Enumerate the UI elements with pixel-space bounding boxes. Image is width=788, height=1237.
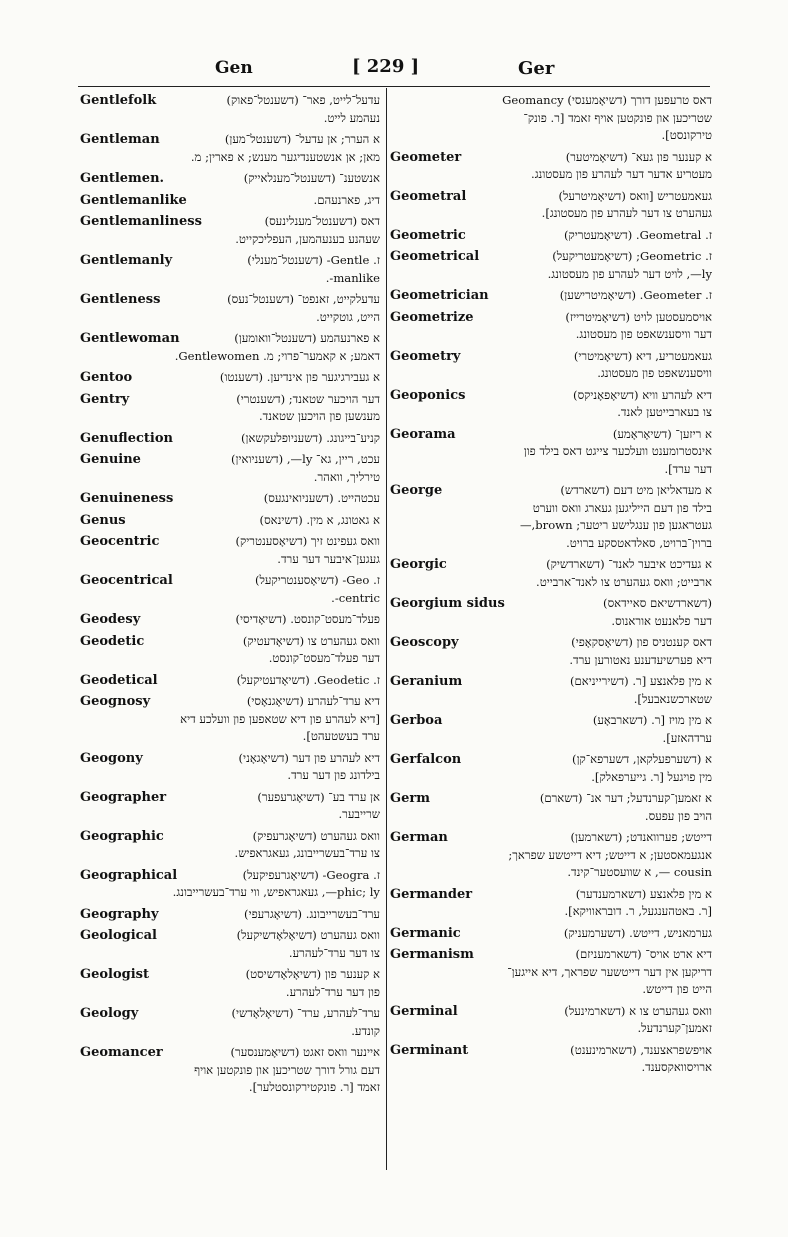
dictionary-entry (80, 1044, 380, 1097)
entry-continuation: [דיא לעהרע פון דיא שטאפען פון וועלכע דיא (180, 711, 380, 726)
dictionary-entry (390, 348, 712, 383)
entry-first-line (80, 330, 380, 348)
dictionary-entry (390, 829, 712, 882)
dictionary-entry (80, 867, 380, 902)
dictionary-entry (80, 750, 380, 785)
entry-headword: Gentry (80, 391, 130, 407)
entry-first-line (390, 634, 712, 652)
entry-definition: וואס געהערט צו (דשיאָדעטיק) (242, 633, 380, 648)
entry-headword: Geographic (80, 828, 164, 844)
entry-headword: Geomancer (80, 1045, 163, 1060)
entry-continuation: וויסענשאפט פון מעסטונג. (597, 366, 712, 380)
entry-definition: דיא ארט אויס־ (דשארמעניזם) (575, 947, 712, 961)
entry-headword: Geognosy (80, 694, 151, 709)
dictionary-entry (390, 886, 712, 921)
entry-continuation: [ר. באטהענגעל, ר. דובראוויקא]. (564, 904, 712, 918)
entry-definition: דער הויכער שטאנד; (דשענטרי) (236, 391, 380, 406)
dictionary-entry (80, 572, 380, 607)
entry-continuation: אנגעמאסטען; א דייטש; דיא דייטשע שפראך; (508, 847, 712, 862)
entry-definition: עכטהייט. (דשעניואינגעס) (263, 491, 380, 505)
entry-headword: Geodetic (80, 633, 145, 649)
entry-headword: Germanic (390, 925, 461, 941)
entry-definition: (דשארדשיאם סאיידאס) (603, 596, 712, 610)
dictionary-entry (390, 188, 712, 223)
entry-first-line (80, 213, 380, 231)
entry-first-line (80, 391, 380, 409)
entry-continuation: צו דער ערד־לעהרע. (288, 945, 380, 960)
entry-headword: Geodesy (80, 612, 141, 627)
entry-headword: Geometrical (390, 249, 480, 264)
entry-first-line (390, 712, 712, 730)
entry-definition: א מין פלאנצע (דשארמענדער) (575, 886, 712, 901)
right-column (390, 92, 712, 1081)
entry-continuation: געהערט צו דער לעהרע פון מעסטונג]. (541, 206, 712, 220)
entry-first-line (390, 595, 712, 613)
entry-definition: ז. Geometer. (דשיאָמיטרישען) (559, 288, 712, 302)
entry-continuation: פון דער ערד־לעהרע. (285, 984, 380, 999)
entry-continuation: ערדהאזע]. (662, 730, 712, 745)
entry-first-line (80, 789, 380, 807)
entry-definition: ז. Geogra- (דשיאָגרעפיקעל) (242, 867, 380, 882)
entry-continuation: געטראגען פון ענגלישע ריטער; brown,— (519, 518, 712, 532)
entry-first-line (80, 533, 380, 551)
entry-continuation: הויב פון עפעס. (644, 808, 712, 823)
entry-first-line (80, 192, 380, 210)
entry-continuation: דער פלאנעט אוראנוס. (611, 613, 712, 628)
column-divider (386, 88, 387, 1170)
entry-headword: Geometrize (390, 309, 474, 325)
entry-definition: א געדיכט איבער לאנד־ (דשארדשיק) (546, 557, 712, 571)
page-number: [ 229 ] (352, 56, 420, 77)
entry-headword: Gentlemen. (80, 171, 165, 186)
entry-definition: וואס געפינט זיך (דשיאָסענטריק) (235, 534, 380, 548)
entry-definition: א מין מויז [ר. (דשארבאָע) (592, 713, 712, 727)
entry-first-line (80, 927, 380, 945)
entry-headword: Georama (390, 426, 456, 442)
entry-continuation: שרייבער. (338, 807, 380, 821)
entry-first-line (390, 1003, 712, 1021)
entry-first-line (80, 867, 380, 885)
dictionary-entry (80, 330, 380, 365)
entry-first-line (80, 490, 380, 508)
dictionary-entry (390, 287, 712, 305)
entry-first-line (390, 188, 712, 206)
dictionary-entry (80, 927, 380, 962)
entry-headword: Geocentric (80, 534, 160, 549)
entry-first-line (390, 348, 712, 366)
entry-continuation: דער וויסענשאפט פון מעסטונג. (575, 327, 712, 341)
entry-definition: א געבירגיגער פון אינדיען. (דשענטו) (219, 370, 380, 384)
entry-definition: דיג, פארנעהם. (313, 192, 380, 207)
dictionary-entry (80, 369, 380, 387)
entry-first-line (390, 287, 712, 305)
entry-first-line (390, 925, 712, 943)
dictionary-entry (80, 512, 380, 530)
dictionary-entry (390, 790, 712, 825)
entry-definition: אן ערד בע־ (דשיאָגרעפער) (257, 789, 380, 804)
entry-continuation: הייט פון דייטש. (642, 982, 712, 996)
entry-headword: Gentlemanly (80, 253, 173, 268)
entry-headword: Geological (80, 928, 157, 943)
entry-headword: Georgic (390, 557, 447, 572)
entry-continuation: דריקען אין דער דייטשער שפראך, דיא אייגען־ (507, 964, 712, 979)
entry-first-line (80, 369, 380, 387)
entry-first-line (390, 227, 712, 245)
dictionary-entry (390, 482, 712, 552)
entry-definition: וואס געהערט צו א (דשארמינעל) (564, 1003, 712, 1018)
entry-first-line (390, 482, 712, 500)
entry-headword: Gentlemanlike (80, 192, 187, 208)
dictionary-entry (80, 966, 380, 1001)
entry-headword: Geometral (390, 188, 467, 204)
entry-first-line (80, 611, 380, 629)
entry-headword: German (390, 830, 448, 845)
entry-headword: Germinal (390, 1003, 458, 1019)
entry-continuation: זאמען־קערנדעל. (637, 1021, 712, 1035)
entry-continuation: ly—, לויט דער לעהרע פון מעסטונג. (547, 266, 712, 281)
entry-continuation: ארבייט; וואס געהערט צו לאנד־ארבייט. (536, 574, 712, 589)
entry-definition: דיא לעהרע וויא (דשיאָפאָניקס) (573, 387, 712, 402)
entry-first-line (80, 252, 380, 270)
entry-first-line (390, 886, 712, 904)
entry-definition: וואס געהערט (דשיאָלאָדשיקעל) (236, 928, 380, 942)
entry-headword: Gentoo (80, 370, 133, 385)
dictionary-entry (390, 946, 712, 999)
dictionary-entry (80, 789, 380, 824)
entry-first-line (80, 672, 380, 690)
entry-continuation: נעהמע לייט. (323, 110, 380, 125)
dictionary-entry (390, 1042, 712, 1077)
entry-first-line (80, 170, 380, 188)
entry-first-line (80, 1044, 380, 1062)
entry-continuation: centric-. (331, 590, 380, 605)
entry-continuation: דיא פערשיעדענע נאטורען ערד. (569, 652, 712, 667)
entry-definition: פעלד־מעסט־קונסט. (דשיאָדיסי) (235, 612, 380, 626)
entry-first-line (80, 92, 380, 110)
entry-definition: עדעלקייט, זאנפט־ (דשענטל־נעס) (227, 292, 380, 306)
entry-definition: וואס געהערט (דשיאָגרעפיק) (252, 828, 380, 843)
entry-first-line (80, 512, 380, 530)
entry-headword: Geogony (80, 750, 143, 766)
entry-headword: Geographer (80, 789, 167, 805)
entry-continuation: צו בעארבייטען לאנד. (617, 405, 712, 419)
entry-continuation: ערד בעשטעהט]. (302, 729, 380, 743)
dictionary-entry (80, 451, 380, 486)
header-rule (78, 86, 710, 87)
entry-continuation: הייט, גוטקייט. (316, 309, 380, 324)
entry-first-line (390, 946, 712, 964)
entry-first-line (390, 387, 712, 405)
entry-continuation: ברוין־ברויט, סאלדאטסקע ברויט. (566, 535, 712, 550)
entry-definition: ז. Geodetic. (דשיאָדעטיקעל) (236, 672, 380, 687)
entry-first-line (390, 751, 712, 769)
entry-first-line (80, 693, 380, 711)
dictionary-entry (80, 213, 380, 248)
entry-continuation: דער ערד]. (664, 461, 712, 476)
dictionary-entry (80, 533, 380, 568)
entry-definition: עדעל־לייט, פאר־ (דשענטל־פאוק) (226, 93, 380, 107)
dictionary-entry (80, 1005, 380, 1040)
entry-headword: Gentlemanliness (80, 214, 202, 229)
entry-continuation: געגען־איבער דער ערד. (277, 551, 380, 566)
entry-definition: אויפשפראצענד, (דשארמינענט) (570, 1042, 712, 1057)
entry-first-line (80, 291, 380, 309)
entry-definition: א זאמען־קערנדעל; דער אנ־ (דשארם) (539, 791, 712, 805)
entry-headword: Geocentrical (80, 573, 173, 588)
dictionary-entry (80, 92, 380, 127)
entry-definition: דייטש; פערוואנדט; (דשארמען) (570, 830, 712, 844)
entry-headword: Gentleman (80, 132, 160, 147)
entry-continuation: שטריכען און פונקטען אויף זאמד [ר. פונק־ (523, 110, 712, 125)
entry-first-line (390, 790, 712, 808)
entry-definition: א מעדאליאן מיט דעם (דשארדש) (560, 483, 712, 497)
entry-continuation: בילדונג פון דער ערד. (287, 768, 380, 782)
dictionary-entry (390, 712, 712, 747)
entry-definition: א ריזען־ (דשיאָראָמע) (612, 426, 712, 441)
entry-headword: Geographical (80, 867, 178, 883)
dictionary-entry (80, 391, 380, 426)
entry-definition: אנשטענ־ (דשענטל־מענלאייק) (243, 171, 380, 185)
dictionary-entry (390, 248, 712, 283)
entry-continuation: מעטריע אדער דער לעהרע פון מעסטונג. (531, 167, 712, 181)
entry-first-line (80, 572, 380, 590)
entry-definition: דאס (דשענטל־מענלינעס) (264, 214, 380, 228)
dictionary-entry (80, 131, 380, 166)
entry-first-line (390, 673, 712, 691)
entry-continuation: manlike-. (325, 270, 380, 285)
entry-first-line (80, 906, 380, 924)
entry-continuation: אינסטרומענט וועלכער צייגט דאס בילד פון (523, 444, 712, 458)
entry-first-line (80, 966, 380, 984)
entry-definition: א פארנעהמע (דשענטל־וואומען) (234, 331, 380, 345)
entry-continuation: בילד פון דעם הייליגען געארג וואס ווערט (532, 500, 712, 515)
entry-definition: געאמעטריע, דיא (דשיאָמיטרי) (573, 348, 712, 363)
entry-definition: ז. Gentle- (דשענטל־מענלי) (247, 253, 380, 267)
entry-definition: ז. Geometric; (דשיאָמעטריקעל) (552, 249, 712, 263)
entry-continuation: צו ערד־בעשרייבונג, געאגראפיש. (234, 846, 380, 860)
entry-definition: א מין פלאנצע [ר. (דשירייניאם) (570, 674, 712, 688)
entry-definition: דאס טרעפען דורך (דשיאָמענסי) Geomancy (502, 93, 712, 107)
dictionary-entry (80, 170, 380, 188)
entry-definition: געאמעטריש [וואס (דשיאָמיטרעל) (558, 188, 712, 203)
entry-definition: גערמאניש, דייטש. (דשערמעניק) (563, 925, 712, 940)
entry-headword: Geometrician (390, 288, 489, 303)
entry-headword: Geoscopy (390, 635, 459, 650)
entry-continuation: דער פעלד־מעסט־קונסט. (268, 651, 380, 665)
entry-continuation: טירליך, וואהר. (313, 469, 380, 484)
entry-first-line (390, 556, 712, 574)
entry-first-line (80, 750, 380, 768)
dictionary-entry (80, 430, 380, 448)
dictionary-entry (390, 92, 712, 145)
dictionary-entry (80, 693, 380, 746)
dictionary-entry (390, 1003, 712, 1038)
entry-headword: Geodetical (80, 672, 158, 688)
entry-continuation: מאן; אן אנשטענדיגער מענש; א פארין; מ. (190, 149, 380, 164)
entry-continuation: ארויסוואקסענד. (641, 1060, 712, 1074)
dictionary-entry (390, 387, 712, 422)
dictionary-entry (80, 490, 380, 508)
dictionary-entry (390, 309, 712, 344)
entry-first-line (390, 1042, 712, 1060)
entry-first-line (80, 430, 380, 448)
entry-headword: Genuflection (80, 430, 173, 446)
entry-first-line (390, 248, 712, 266)
entry-headword: Geoponics (390, 387, 466, 403)
entry-continuation: קונדע. (351, 1023, 380, 1038)
entry-headword: Geometer (390, 149, 462, 165)
entry-first-line (390, 92, 712, 110)
entry-headword: Gerboa (390, 713, 443, 728)
entry-continuation: שעהנע בענעהמען, העפליכקייט. (235, 231, 380, 246)
entry-definition: דיא ערד־לעהרע (דשיאָגנאָסי) (246, 694, 380, 708)
entry-definition: קניע־בייגונג. (דשעניופלעקשאן) (241, 430, 380, 445)
dictionary-entry (80, 291, 380, 326)
entry-headword: Gentlefolk (80, 93, 157, 108)
dictionary-entry (80, 828, 380, 863)
entry-headword: Germander (390, 886, 473, 902)
entry-headword: Geologist (80, 967, 150, 982)
entry-headword: Genuine (80, 452, 141, 467)
dictionary-entry (80, 192, 380, 210)
entry-definition: א הערר; אן עדעל־ (דשענטל־מען) (224, 132, 380, 146)
dictionary-entry (390, 149, 712, 184)
entry-continuation: מין פויגעל [ר. גייערפאלק]. (591, 769, 712, 784)
dictionary-entry (390, 426, 712, 479)
left-column (80, 92, 380, 1101)
entry-headword: Georgium sidus (390, 596, 505, 611)
dictionary-entry (80, 906, 380, 924)
entry-definition: א קענער פון (דשיאָלאָדשיסט) (245, 967, 380, 981)
entry-first-line (80, 451, 380, 469)
entry-continuation: שטארכשנאבעל]. (633, 691, 712, 706)
entry-headword: George (390, 483, 443, 498)
page-header (0, 56, 788, 86)
entry-definition: ערד־לעהרע, ערד־ (דשיאָלאָדשי) (231, 1006, 380, 1020)
entry-definition: איינער וואס זאגט (דשיאָמענסער) (230, 1045, 380, 1059)
entry-first-line (80, 131, 380, 149)
entry-headword: Geometry (390, 348, 461, 364)
entry-first-line (80, 1005, 380, 1023)
dictionary-entry (390, 634, 712, 669)
entry-definition: א קענער פון געא־ (דשיאָמיטער) (565, 149, 712, 164)
entry-headword: Geometric (390, 227, 466, 243)
entry-definition: ערד־בעשרייבונג. (דשיאָגרעפי) (244, 906, 380, 921)
dictionary-entry (80, 633, 380, 668)
entry-first-line (390, 309, 712, 327)
entry-headword: Genus (80, 512, 126, 528)
entry-first-line (390, 149, 712, 167)
entry-headword: Gerfalcon (390, 752, 462, 767)
dictionary-entry (390, 595, 712, 630)
dictionary-entry (390, 227, 712, 245)
entry-headword: Germ (390, 791, 430, 806)
dictionary-entry (390, 925, 712, 943)
dictionary-entry (390, 673, 712, 708)
entry-definition: אויסמעסטען לויט (דשיאָמיטרייז) (565, 309, 712, 324)
entry-definition: א גאטונג, א מין. (דשינאס) (259, 512, 380, 527)
entry-headword: Genuineness (80, 491, 174, 506)
entry-continuation: phic; ly—, געאגראפיש, ווי ערד־בעשרייבונג. (172, 885, 380, 899)
entry-headword: Geography (80, 906, 159, 922)
header-right-guideword: Ger (518, 58, 555, 79)
header-left-guideword: Gen (215, 58, 253, 78)
dictionary-entry (80, 672, 380, 690)
entry-definition: דאס קענטניס פון (דשיאָסקאָפי) (571, 635, 712, 649)
entry-headword: Geology (80, 1006, 139, 1021)
entry-first-line (390, 426, 712, 444)
entry-headword: Gentleness (80, 292, 161, 307)
entry-first-line (80, 828, 380, 846)
entry-first-line (390, 829, 712, 847)
entry-definition: ז. Geo- (דשיאָסענטריקעל) (254, 573, 380, 587)
entry-headword: Gentlewoman (80, 331, 180, 346)
dictionary-entry (390, 751, 712, 786)
entry-first-line (80, 633, 380, 651)
entry-definition: א (דשערפעלקאן, דשערפא־קן) (572, 752, 712, 766)
entry-continuation: מענשען פון הויכען שטאנד. (258, 409, 380, 423)
entry-continuation: cousin —, א שוועסטער־קינד. (567, 865, 712, 879)
dictionary-entry (80, 611, 380, 629)
entry-continuation: טירקונסט]. (661, 128, 712, 142)
entry-continuation: דעם גורל דורך שטריכען און פונקטען אויף (194, 1062, 380, 1077)
entry-headword: Germinant (390, 1042, 469, 1058)
entry-headword: Germanism (390, 947, 474, 962)
entry-headword: Geranium (390, 674, 463, 689)
entry-continuation: זאמד [ר. פונקטירקונסטלער]. (248, 1080, 380, 1094)
entry-continuation: דאמע; א קאמער־פרוי; מ. Gentlewomen. (174, 348, 380, 363)
entry-definition: ז. Geometral. (דשיאָמעטריק) (564, 227, 712, 242)
dictionary-entry (80, 252, 380, 287)
dictionary-entry (390, 556, 712, 591)
entry-definition: דיא לעהרע פון דער (דשיאָגאָני) (238, 750, 380, 765)
entry-definition: עכט, ריין, גא־ ly—, (דשעניואין) (231, 452, 380, 466)
